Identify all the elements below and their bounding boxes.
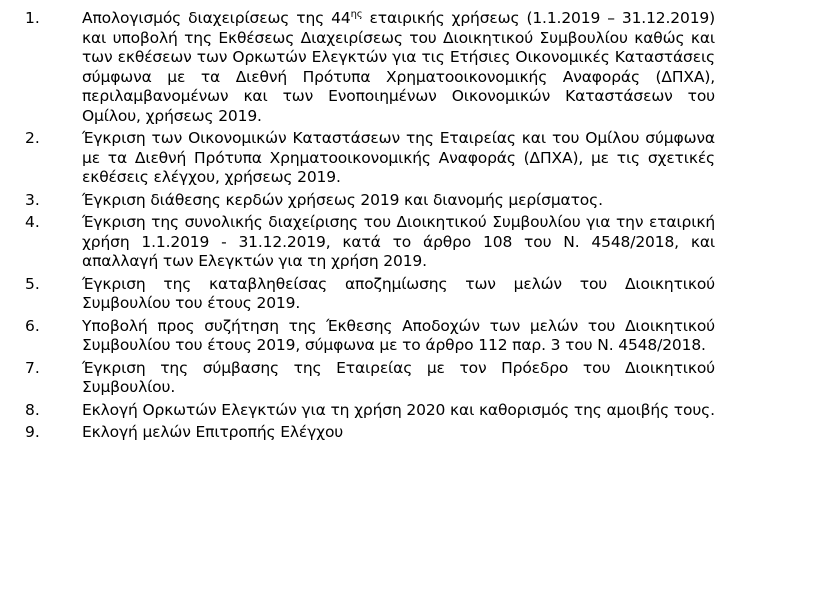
item-text: Έγκριση της καταβληθείσας αποζημίωσης των μελών του Διοικητικού Συμβουλίου του έτους 2019. <box>82 274 715 312</box>
item-number: 3. <box>25 190 40 209</box>
item-number: 1. <box>25 9 40 27</box>
item-text: Εκλογή μελών Επιτροπής Ελέγχου <box>82 423 344 441</box>
item-number: 7. <box>25 358 40 377</box>
agenda-item-3 <box>0 191 820 211</box>
agenda-item-9 <box>0 423 820 443</box>
agenda-list <box>0 9 820 446</box>
item-text: Έγκριση της σύμβασης της Εταιρείας με τον Πρόεδρο του Διοικητικού Συμβουλίου. <box>82 358 715 396</box>
agenda-item-2 <box>0 129 820 188</box>
agenda-item-8 <box>0 401 820 421</box>
item-number: 9. <box>25 423 40 441</box>
item-text: Έγκριση της συνολικής διαχείρισης του Διοικητικού Συμβουλίου για την εταιρική χρήση 1.1.2019 - 31.12.2019, κατά το άρθρο 108 του Ν. 4548/2018, και απαλλαγή των Ελεγκτών για τη χρήση 2019. <box>82 213 715 270</box>
item-number: 8. <box>25 400 40 419</box>
item-number: 2. <box>25 129 40 147</box>
item-text: Έγκριση των Οικονομικών Καταστάσεων της Εταιρείας και του Ομίλου σύμφωνα με τα Διεθνή Πρότυπα Χρηματοοικονομικής Αναφοράς (ΔΠΧΑ), με τις σχετικές εκθέσεις ελέγχου, χρήσεως 2019. <box>82 129 715 186</box>
agenda-item-1 <box>0 9 820 126</box>
item-text: Εκλογή Ορκωτών Ελεγκτών για τη χρήση 2020 και καθορισμός της αμοιβής τους. <box>82 400 715 419</box>
item-text: Υποβολή προς συζήτηση της Έκθεσης Αποδοχών των μελών του Διοικητικού Συμβουλίου του έτους 2019, σύμφωνα με το άρθρο 112 παρ. 3 του Ν. 4548/2018. <box>82 316 715 354</box>
agenda-item-5 <box>0 275 820 314</box>
item-text-start: Απολογισμός διαχειρίσεως της 44 <box>82 9 351 27</box>
item-number: 6. <box>25 316 40 335</box>
ordinal-superscript: ης <box>350 9 363 20</box>
item-text-rest: εταιρικής χρήσεως (1.1.2019 – 31.12.2019) και υποβολή της Εκθέσεως Διαχειρίσεως του Διοικητικού Συμβουλίου καθώς και των εκθέσεων των Ορκωτών Ελεγκτών για τις Ετήσιες Οικονομικές Καταστάσεις σύμφωνα με τα Διεθνή Πρότυπα Χρηματοοικονομικής Αναφοράς (ΔΠΧΑ), περιλαμβανομένων και των Ενοποιημένων Οικονομικών Καταστάσεων του Ομίλου, χρήσεως 2019. <box>82 9 716 125</box>
item-number: 5. <box>25 274 40 293</box>
item-text <box>82 9 715 126</box>
item-text: Έγκριση διάθεσης κερδών χρήσεως 2019 και διανομής μερίσματος. <box>82 190 603 209</box>
agenda-item-7 <box>0 359 820 398</box>
agenda-item-6 <box>0 317 820 356</box>
item-number: 4. <box>25 213 40 231</box>
agenda-item-4 <box>0 213 820 272</box>
